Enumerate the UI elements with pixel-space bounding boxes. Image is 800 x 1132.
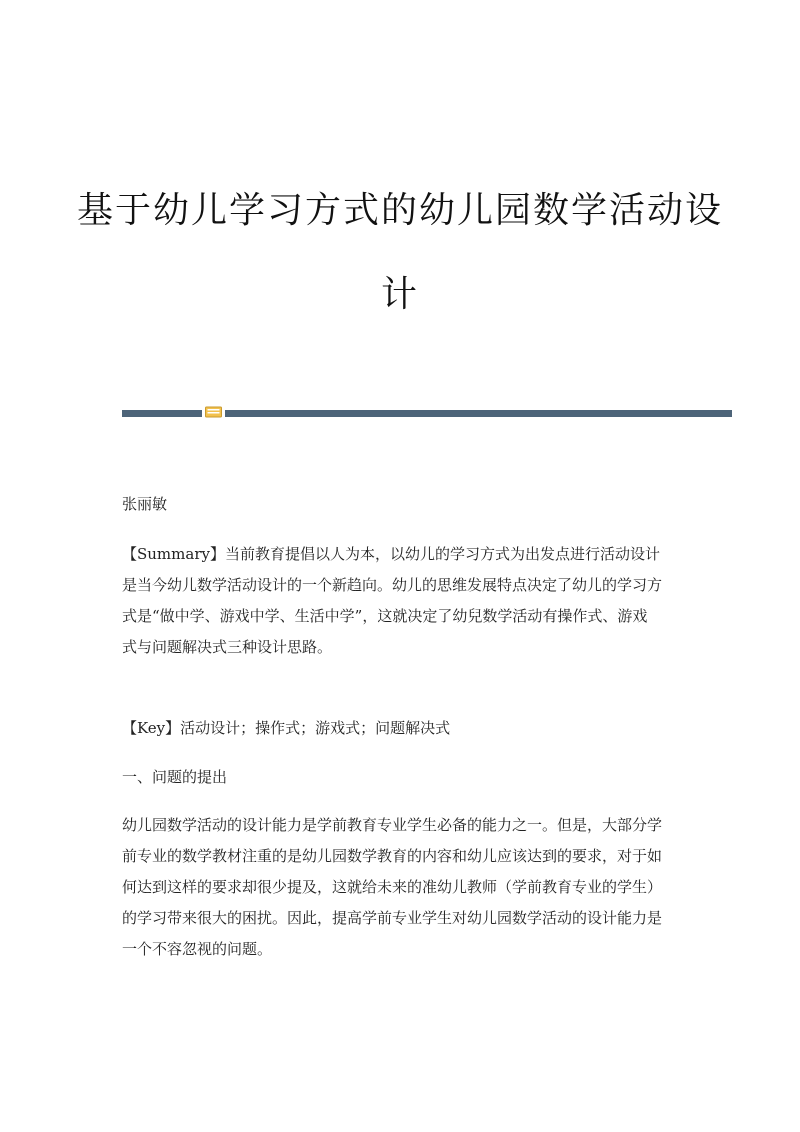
author-name: 张丽敏 [122, 495, 168, 513]
section-body: 幼儿园数学活动的设计能力是学前教育专业学生必备的能力之一。但是，大部分学前专业的数学教材注重的是幼儿园数学教育的内容和幼儿应该达到的要求，对于如何达到这样的要求却很少提及，这就给未来的准幼儿教师（学前教育专业的学生）的学习带来很大的困扰。因此，提高学前专业学生对幼儿园数学活动的设计能力是一个不容忽视的问题。 [122, 816, 663, 958]
divider-rule-right [225, 410, 732, 417]
summary-paragraph [122, 539, 662, 663]
doc-title-line1: 基于幼儿学习方式的幼儿园数学活动设 [76, 190, 723, 231]
folder-icon [205, 406, 222, 418]
summary-text: 当前教育提倡以人为本，以幼儿的学习方式为出发点进行活动设计是当今幼儿数学活动设计的一个新趋向。幼儿的思维发展特点决定了幼儿的学习方式是“做中学、游戏中学、生活中学”，这就决定了幼兒数学活动有操作式、游戏式与问题解决式三种设计思路。 [122, 545, 663, 656]
summary-label: 【Summary】 [122, 545, 225, 563]
doc-title-line2: 计 [380, 274, 419, 315]
key-text: 活动设计；操作式；游戏式；问题解决式 [180, 719, 451, 737]
section-heading: 一、问题的提出 [122, 768, 228, 786]
divider-rule-left [122, 410, 202, 417]
keywords-paragraph [122, 713, 662, 744]
key-label: 【Key】 [122, 719, 181, 737]
